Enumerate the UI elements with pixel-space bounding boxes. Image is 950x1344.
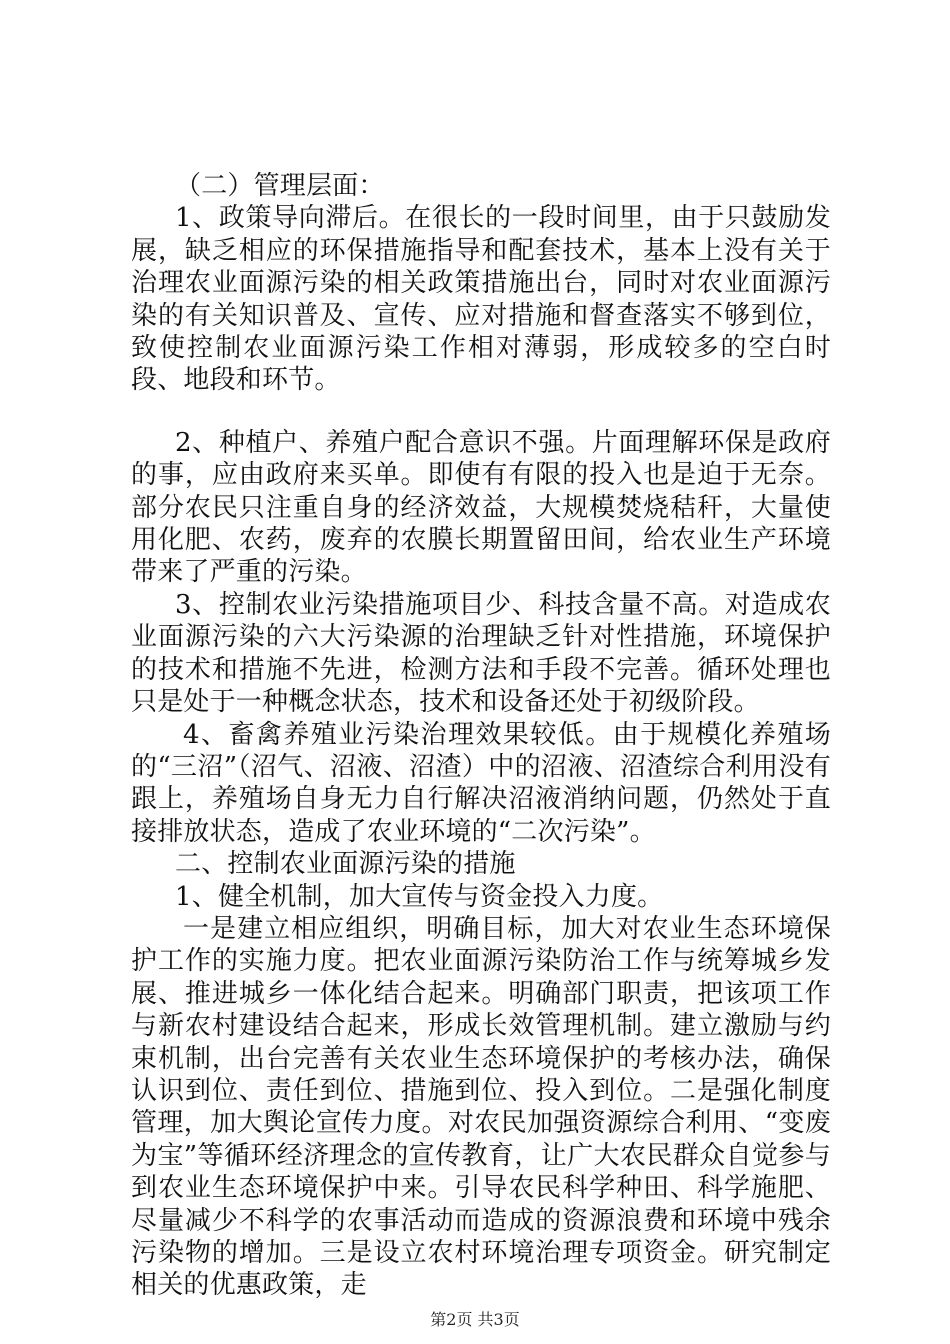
paragraph-mechanism-heading: 1、健全机制，加大宣传与资金投入力度。 <box>175 881 664 912</box>
paragraph-livestock-pollution: 4、畜禽养殖业污染治理效果较低。由于规模化养殖场的“三沼”（沼气、沼液、沼渣）中的沼液、沼渣综合利用没有跟上，养殖场自身无力自行解决沼液消纳问题，仍然处于直接排放状态，造成了农业环境的“二次污染”。 <box>131 719 831 847</box>
paragraph-section-heading: （二）管理层面： <box>175 171 385 201</box>
paragraph-farmer-awareness: 2、种植户、养殖户配合意识不强。片面理解环保是政府的事，应由政府来买单。即使有有限的投入也是迫于无奈。部分农民只注重自身的经济效益，大规模焚烧秸秆，大量使用化肥、农药，废弃的农膜长期置留田间，给农业生产环境带来了严重的污染。 <box>131 427 831 588</box>
document-body <box>131 170 831 1302</box>
paragraph-few-measures: 3、控制农业污染措施项目少、科技含量不高。对造成农业面源污染的六大污染源的治理缺乏针对性措施，环境保护的技术和措施不先进，检测方法和手段不完善。循环处理也只是处于一种概念状态，技术和设备还处于初级阶段。 <box>131 589 831 718</box>
page-number: 第2页 共3页 <box>430 1310 520 1329</box>
paragraph-policy-lag: 1、政策导向滞后。在很长的一段时间里，由于只鼓励发展，缺乏相应的环保措施指导和配套技术，基本上没有关于治理农业面源污染的相关政策措施出台，同时对农业面源污染的有关知识普及、宣传、应对措施和督查落实不够到位，致使控制农业面源污染工作相对薄弱，形成较多的空白时段、地段和环节。 <box>131 203 831 396</box>
paragraph-measures-heading: 二、控制农业面源污染的措施 <box>175 849 516 880</box>
paragraph-mechanism-detail: 一是建立相应组织，明确目标，加大对农业生态环境保护工作的实施力度。把农业面源污染防治工作与统筹城乡发展、推进城乡一体化结合起来。明确部门职责，把该项工作与新农村建设结合起来，形成长效管理机制。建立激励与约束机制，出台完善有关农业生态环境保护的考核办法，确保认识到位、责任到位、措施到位、投入到位。二是强化制度管理，加大舆论宣传力度。对农民加强资源综合利用、“变废为宝”等循环经济理念的宣传教育，让广大农民群众自觉参与到农业生态环境保护中来。引导农民科学种田、科学施肥、尽量减少不科学的农事活动而造成的资源浪费和环境中残余污染物的增加。三是设立农村环境治理专项资金。研究制定相关的优惠政策，走 <box>131 913 831 1301</box>
